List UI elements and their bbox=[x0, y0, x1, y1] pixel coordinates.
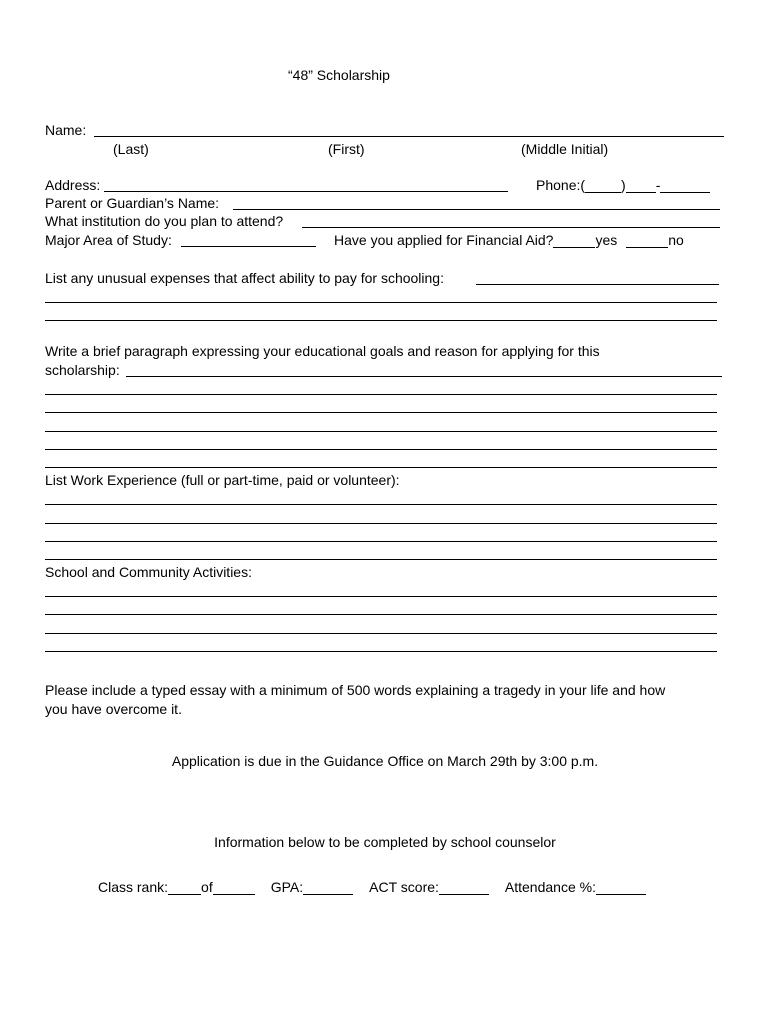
name-label: Name: bbox=[45, 122, 87, 138]
middle-initial-caption: (Middle Initial) bbox=[521, 141, 609, 157]
phone-paren-close: ) bbox=[621, 177, 626, 193]
attendance-label: Attendance %: bbox=[504, 879, 596, 895]
work-field-2[interactable] bbox=[45, 523, 717, 524]
phone-area-code-field[interactable] bbox=[585, 179, 621, 193]
expenses-label: List any unusual expenses that affect ability to pay for schooling: bbox=[45, 270, 444, 286]
class-rank-field[interactable] bbox=[168, 881, 201, 895]
work-field-3[interactable] bbox=[45, 541, 717, 542]
expenses-field-3[interactable] bbox=[45, 320, 717, 321]
phone-label: Phone:( bbox=[536, 177, 586, 193]
phone-line-field[interactable] bbox=[660, 179, 710, 193]
financial-aid-yes-label: yes bbox=[595, 232, 618, 248]
last-name-caption: (Last) bbox=[113, 141, 149, 157]
class-rank-label: Class rank: bbox=[98, 879, 169, 895]
guardian-label: Parent or Guardian’s Name: bbox=[45, 195, 220, 211]
gpa-label: GPA: bbox=[270, 879, 304, 895]
phone-row bbox=[536, 177, 710, 193]
paragraph-field-4[interactable] bbox=[45, 431, 717, 432]
activities-field-1[interactable] bbox=[45, 596, 717, 597]
attendance-field[interactable] bbox=[596, 881, 646, 895]
paragraph-field-6[interactable] bbox=[45, 467, 717, 468]
phone-dash: - bbox=[655, 177, 661, 193]
work-experience-label: List Work Experience (full or part-time, paid or volunteer): bbox=[45, 472, 400, 488]
institution-field[interactable] bbox=[302, 227, 720, 228]
financial-aid-no-label: no bbox=[668, 232, 684, 248]
class-rank-of-label: of bbox=[201, 879, 213, 895]
activities-field-4[interactable] bbox=[45, 651, 717, 652]
act-score-field[interactable] bbox=[439, 881, 489, 895]
expenses-field-1[interactable] bbox=[476, 284, 719, 285]
paragraph-prompt-line2: scholarship: bbox=[45, 362, 120, 378]
paragraph-field-1[interactable] bbox=[126, 376, 722, 377]
address-field[interactable] bbox=[104, 191, 508, 192]
paragraph-prompt-line1: Write a brief paragraph expressing your educational goals and reason for applying for this bbox=[45, 343, 600, 359]
counselor-fields-row bbox=[98, 879, 646, 895]
financial-aid-row bbox=[334, 232, 684, 248]
due-date-note: Application is due in the Guidance Office on March 29th by 3:00 p.m. bbox=[171, 753, 599, 769]
name-field[interactable] bbox=[94, 136, 724, 137]
paragraph-field-5[interactable] bbox=[45, 449, 717, 450]
act-score-label: ACT score: bbox=[369, 879, 439, 895]
class-size-field[interactable] bbox=[213, 881, 255, 895]
gpa-field[interactable] bbox=[303, 881, 353, 895]
form-title: “48” Scholarship bbox=[288, 67, 390, 83]
work-field-1[interactable] bbox=[45, 504, 717, 505]
guardian-field[interactable] bbox=[233, 209, 720, 210]
counselor-heading: Information below to be completed by school counselor bbox=[214, 834, 556, 850]
financial-aid-no-field[interactable] bbox=[626, 234, 668, 248]
activities-field-2[interactable] bbox=[45, 614, 717, 615]
financial-aid-yes-field[interactable] bbox=[553, 234, 595, 248]
address-label: Address: bbox=[45, 177, 101, 193]
essay-instruction-line2: you have overcome it. bbox=[45, 701, 182, 717]
activities-label: School and Community Activities: bbox=[45, 564, 252, 580]
phone-prefix-field[interactable] bbox=[626, 179, 656, 193]
expenses-field-2[interactable] bbox=[45, 302, 717, 303]
paragraph-field-3[interactable] bbox=[45, 412, 717, 413]
major-label: Major Area of Study: bbox=[45, 232, 172, 248]
first-name-caption: (First) bbox=[328, 141, 365, 157]
essay-instruction-line1: Please include a typed essay with a minimum of 500 words explaining a tragedy in your life and how bbox=[45, 682, 666, 698]
paragraph-field-2[interactable] bbox=[45, 394, 717, 395]
institution-label: What institution do you plan to attend? bbox=[45, 213, 284, 229]
financial-aid-label: Have you applied for Financial Aid? bbox=[334, 232, 554, 248]
work-field-4[interactable] bbox=[45, 559, 717, 560]
activities-field-3[interactable] bbox=[45, 633, 717, 634]
major-field[interactable] bbox=[181, 246, 316, 247]
